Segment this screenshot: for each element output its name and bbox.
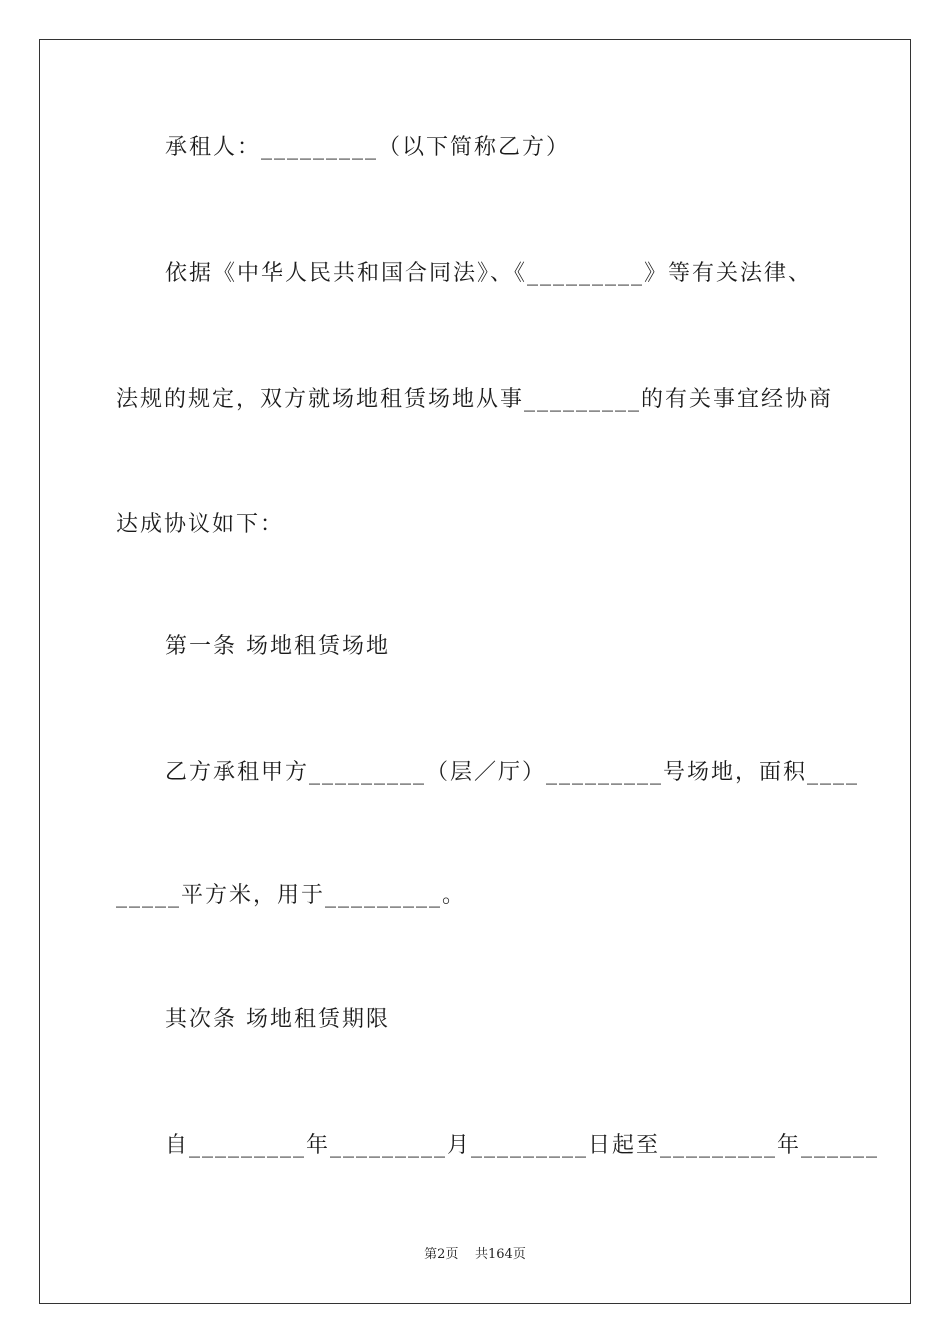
- paragraph-line: 依据《中华人民共和国合同法》、《_________》等有关法律、: [165, 261, 813, 286]
- total-pages: 164: [488, 1247, 513, 1262]
- page-suffix: 页: [445, 1247, 459, 1262]
- paragraph-line: 自_________年_________月_________日起至_________年______: [165, 1133, 880, 1158]
- page-border: [39, 39, 911, 1304]
- section-heading: 其次条 场地租赁期限: [165, 1007, 390, 1032]
- total-prefix: 共: [474, 1247, 488, 1262]
- page-number: 2: [437, 1247, 446, 1262]
- paragraph-line: 达成协议如下：: [116, 512, 285, 537]
- section-heading: 第一条 场地租赁场地: [165, 634, 390, 659]
- page-prefix: 第: [424, 1247, 438, 1262]
- paragraph-line: 法规的规定，双方就场地租赁场地从事_________的有关事宜经协商: [116, 387, 834, 412]
- total-suffix: 页: [512, 1247, 526, 1262]
- paragraph-line: 乙方承租甲方_________（层／厅）_________号场地，面积____: [165, 760, 860, 785]
- paragraph-line: _____平方米，用于_________。: [116, 883, 467, 908]
- paragraph-line: 承租人：_________（以下简称乙方）: [165, 135, 571, 160]
- page-footer: [0, 1245, 950, 1265]
